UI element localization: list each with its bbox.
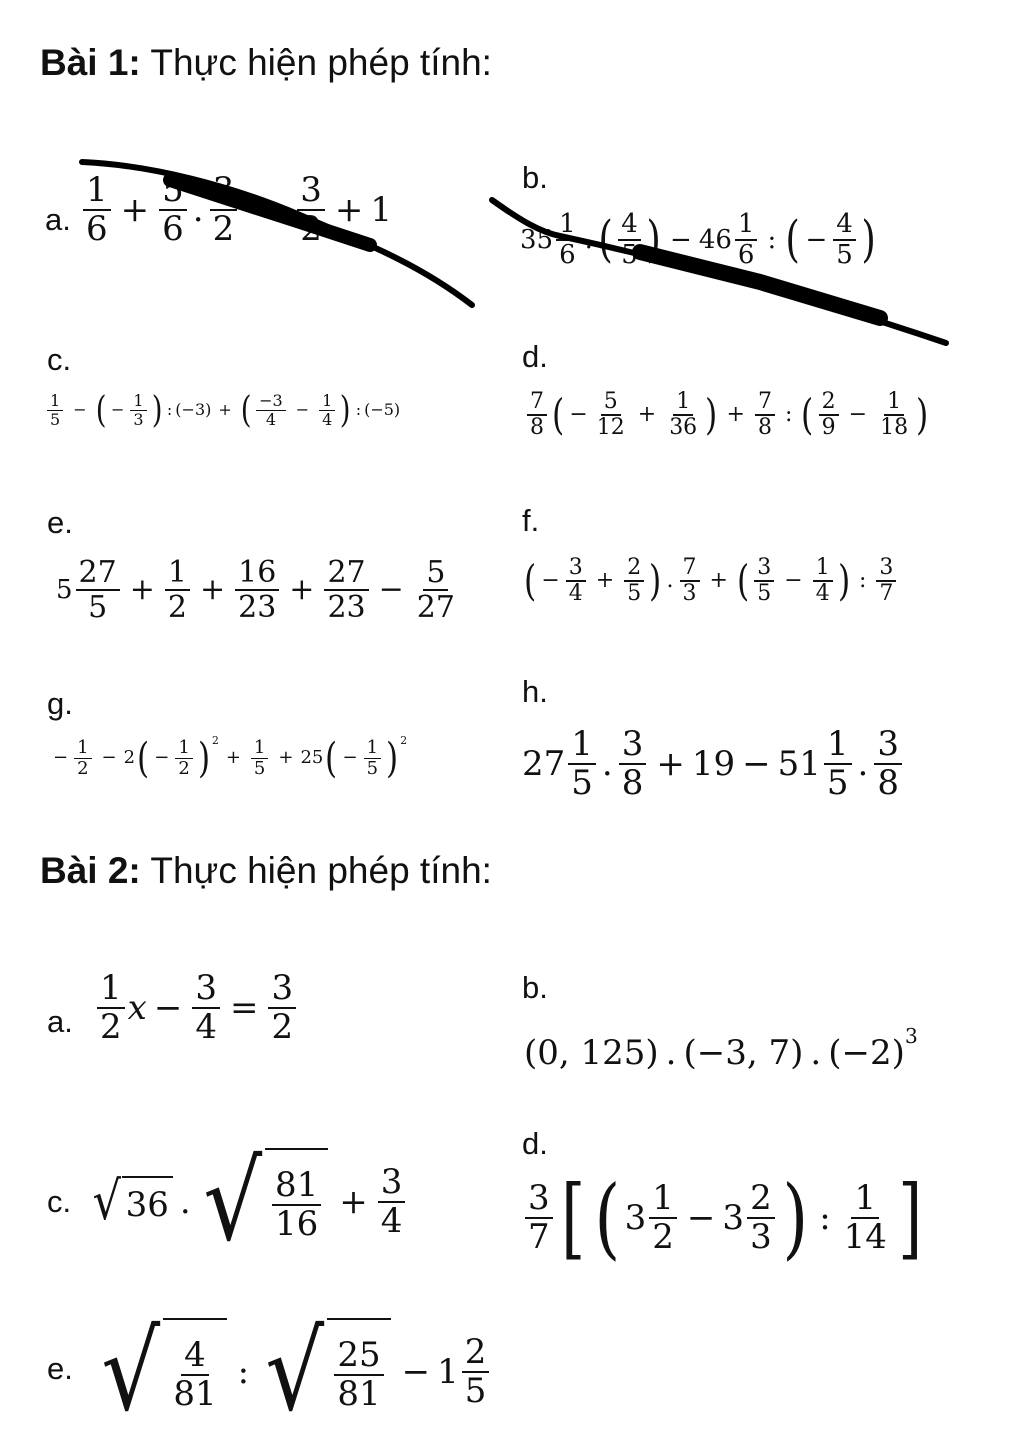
bai1-label-h: h. xyxy=(522,674,548,709)
bai1-label-d: d. xyxy=(522,339,548,374)
fraction: $\frac{5}{6}$ xyxy=(159,172,187,249)
bai1-label-g: g. xyxy=(47,686,73,721)
bai1-label-f: f. xyxy=(522,503,540,538)
bai2-expr-a: $\frac{1}{2}$ x − $\frac{3}{4}$ = $\frac{3}{2}$ xyxy=(94,970,299,1047)
bai1-expr-d: $\frac{7}{8}$ ( − $\frac{5}{12}$ + $\frac{1}{36}$ ) + $\frac{7}{8}$ : ( $\frac{2}{9}$ − $\frac{1}{18}$ ) xyxy=(524,390,930,440)
bai1-expr-a: $\frac{1}{6}$ + $\frac{5}{6}$ . $\frac{3}{2}$ $\frac{3}{2}$ + 1 xyxy=(80,172,392,249)
fraction: $\frac{1}{6}$ xyxy=(83,172,111,249)
bai1-heading xyxy=(40,44,492,81)
bai1-label-c: c. xyxy=(47,342,72,377)
bai2-label-e: e. xyxy=(47,1351,73,1386)
bai1-expr-c: $\frac{1}{5}$ − ( − $\frac{1}{3}$ ) : (−3) + ( $\frac{-3}{4}$ − $\frac{1}{4}$ ) : (−5) xyxy=(44,392,400,428)
bai1-title-bold: Bài 1: xyxy=(40,42,141,83)
square-root: √ $\frac{4}{81}$ xyxy=(96,1318,227,1427)
square-root: √ $\frac{25}{81}$ xyxy=(260,1318,391,1427)
fraction: $\frac{3}{2}$ xyxy=(297,172,325,249)
bai2-title-rest: Thực hiện phép tính: xyxy=(140,850,492,891)
bai2-label-c: c. xyxy=(47,1184,72,1219)
bai1-label-b: b. xyxy=(522,160,548,195)
square-root: √ $\frac{81}{16}$ xyxy=(198,1148,329,1257)
square-root: √ 36 xyxy=(90,1176,173,1229)
bai2-label-b: b. xyxy=(522,970,548,1005)
fraction: $\frac{3}{2}$ xyxy=(210,172,238,249)
bai1-expr-g: − $\frac{1}{2}$ − 2 ( − $\frac{1}{2}$ ) 2 + $\frac{1}{5}$ + 25 ( − $\frac{1}{5}$ ) 2 xyxy=(53,733,408,782)
bai1-label-a: a. xyxy=(45,202,71,237)
bai2-heading xyxy=(40,852,492,889)
number: 1 xyxy=(370,190,393,231)
bai2-title-bold: Bài 2: xyxy=(40,850,141,891)
bai2-expr-b: (0, 125) . (−3, 7) . (−2) 3 xyxy=(524,1024,918,1073)
bai1-title-rest: Thực hiện phép tính: xyxy=(140,42,492,83)
bai1-expr-b: 35 $\frac{1}{6}$ . ( $\frac{4}{5}$ ) − 46 $\frac{1}{6}$ : ( − $\frac{4}{5}$ ) xyxy=(520,209,876,270)
bai1-expr-h: 27 $\frac{1}{5}$ . $\frac{3}{8}$ + 19 − 51 $\frac{1}{5}$ . $\frac{3}{8}$ xyxy=(522,726,905,803)
bai2-expr-e: √ $\frac{4}{81}$ : √ $\frac{25}{81}$ − 1 $\frac{2}{5}$ xyxy=(92,1318,492,1427)
bai2-expr-d: $\frac{3}{7}$ [ ( 3 $\frac{1}{2}$ − 3 $\frac{2}{3}$ ) : $\frac{1}{14}$ ] xyxy=(522,1180,927,1257)
bai1-expr-e: 5 $\frac{27}{5}$ + $\frac{1}{2}$ + $\frac{16}{23}$ + $\frac{27}{23}$ − $\frac{5}{27}$ xyxy=(56,555,455,625)
bai2-expr-c: √ 36 . √ $\frac{81}{16}$ + $\frac{3}{4}$ xyxy=(86,1148,408,1257)
bai1-label-e: e. xyxy=(47,505,73,540)
bai1-expr-f: ( − $\frac{3}{4}$ + $\frac{2}{5}$ ) . $\frac{7}{3}$ + ( $\frac{3}{5}$ − $\frac{1}{4}$ ) : $\frac{3}{7}$ xyxy=(522,556,899,606)
bai2-label-a: a. xyxy=(47,1004,73,1039)
bai2-label-d: d. xyxy=(522,1126,548,1161)
